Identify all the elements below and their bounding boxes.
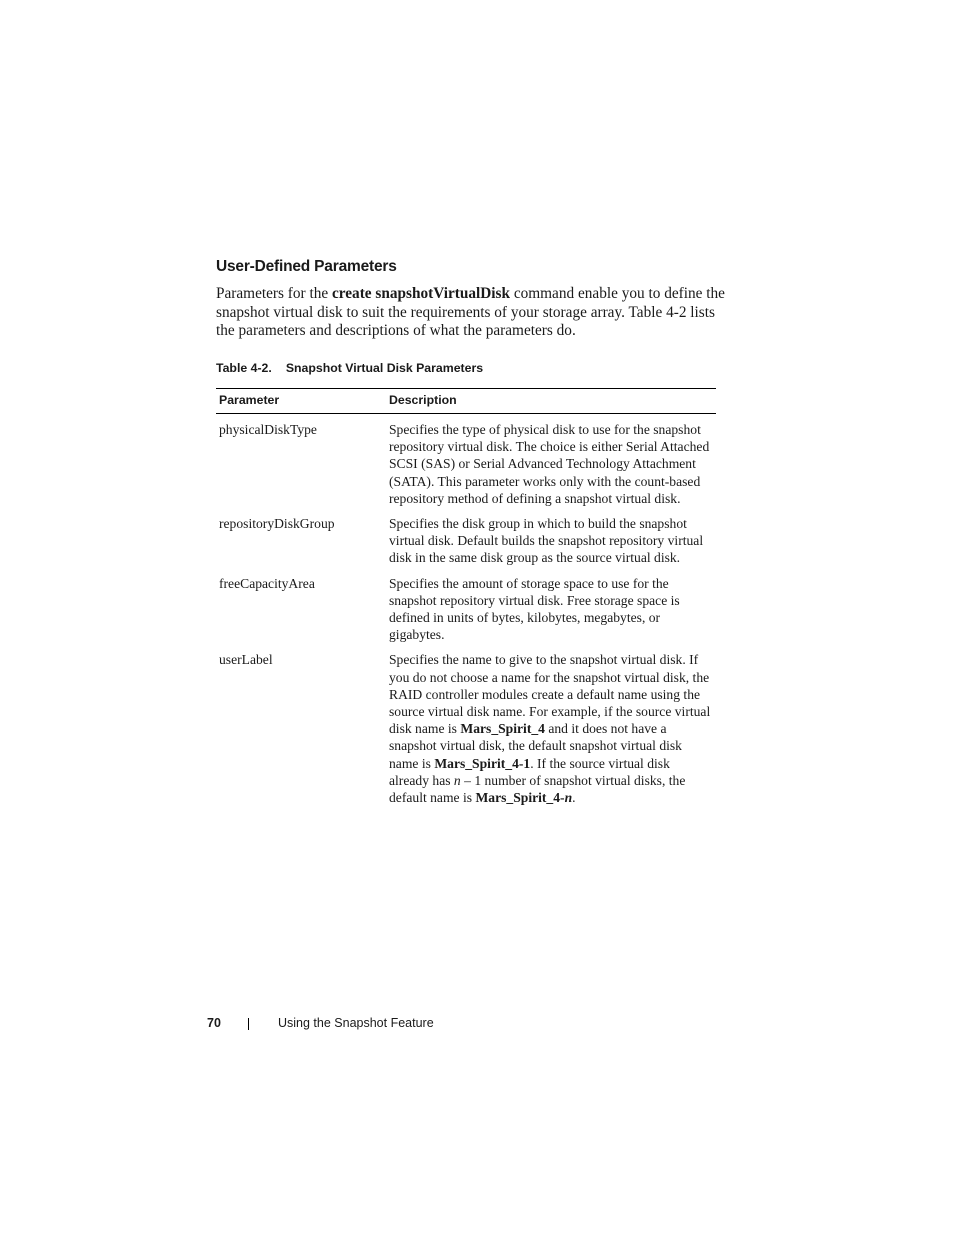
description-text: – 1 number of snapshot virtual disks, the default name is bbox=[389, 772, 686, 806]
description-cell: Specifies the disk group in which to build the snapshot virtual disk. Default builds the snapshot repository virtual disk in the same disk group as the source virtual disk. bbox=[389, 516, 704, 566]
command-name: create snapshotVirtualDisk bbox=[331, 285, 510, 302]
intro-suffix: command enable you to define the snapshot virtual disk to suit the requirements of your storage array. Table 4-2 lists the parameters and descriptions of what the parameters do. bbox=[216, 285, 725, 340]
example-name: Mars_Spirit_4 bbox=[460, 721, 545, 737]
footer-chapter-title: Using the Snapshot Feature bbox=[278, 1016, 434, 1030]
description-cell bbox=[386, 651, 716, 814]
variable-n: n bbox=[564, 790, 573, 806]
description-cell: Specifies the amount of storage space to use for the snapshot repository virtual disk. Free storage space is defined in units of bytes, kilobytes, megabytes, or gigabytes. bbox=[389, 575, 680, 643]
page-number: 70 bbox=[207, 1016, 221, 1030]
parameter-cell: freeCapacityArea bbox=[219, 575, 315, 591]
table-row bbox=[216, 651, 716, 814]
table-caption bbox=[216, 361, 483, 375]
table-caption-title: Snapshot Virtual Disk Parameters bbox=[285, 361, 484, 375]
table-row bbox=[216, 414, 716, 516]
description-text: and it does not have a snapshot virtual disk, the default snapshot virtual disk name is bbox=[389, 721, 682, 771]
parameter-cell: repositoryDiskGroup bbox=[219, 516, 335, 532]
parameters-table bbox=[216, 388, 716, 814]
section-heading: User-Defined Parameters bbox=[216, 258, 397, 275]
variable-n: n bbox=[453, 772, 461, 788]
intro-paragraph bbox=[216, 285, 736, 341]
header-parameter: Parameter bbox=[216, 389, 386, 414]
parameter-cell: physicalDiskType bbox=[219, 422, 317, 437]
description-text: Specifies the name to give to the snapshot virtual disk. If you do not choose a name for the snapshot virtual disk, the RAID controller modules create a default name using the source virtual disk name. For example, if the source virtual disk name is bbox=[389, 652, 711, 737]
example-name bbox=[475, 790, 572, 805]
table-caption-number: Table 4-2. bbox=[216, 361, 272, 375]
example-name-prefix: Mars_Spirit_4- bbox=[475, 790, 565, 806]
header-description: Description bbox=[386, 389, 716, 414]
description-text: . bbox=[572, 790, 576, 806]
intro-prefix: Parameters for the bbox=[216, 285, 332, 302]
table-header-row bbox=[216, 389, 716, 414]
table-row bbox=[216, 515, 716, 575]
parameter-cell: userLabel bbox=[219, 652, 273, 668]
example-name: Mars_Spirit_4-1 bbox=[434, 755, 531, 771]
description-text: . If the source virtual disk already has bbox=[389, 755, 670, 788]
description-cell: Specifies the type of physical disk to use for the snapshot repository virtual disk. The choice is either Serial Attached SCSI (SAS) or Serial Advanced Technology Attachment (SATA). This parameter works only with the count-based repository method of defining a snapshot virtual disk. bbox=[389, 422, 710, 506]
footer-divider bbox=[248, 1018, 249, 1030]
table-row bbox=[216, 575, 716, 652]
